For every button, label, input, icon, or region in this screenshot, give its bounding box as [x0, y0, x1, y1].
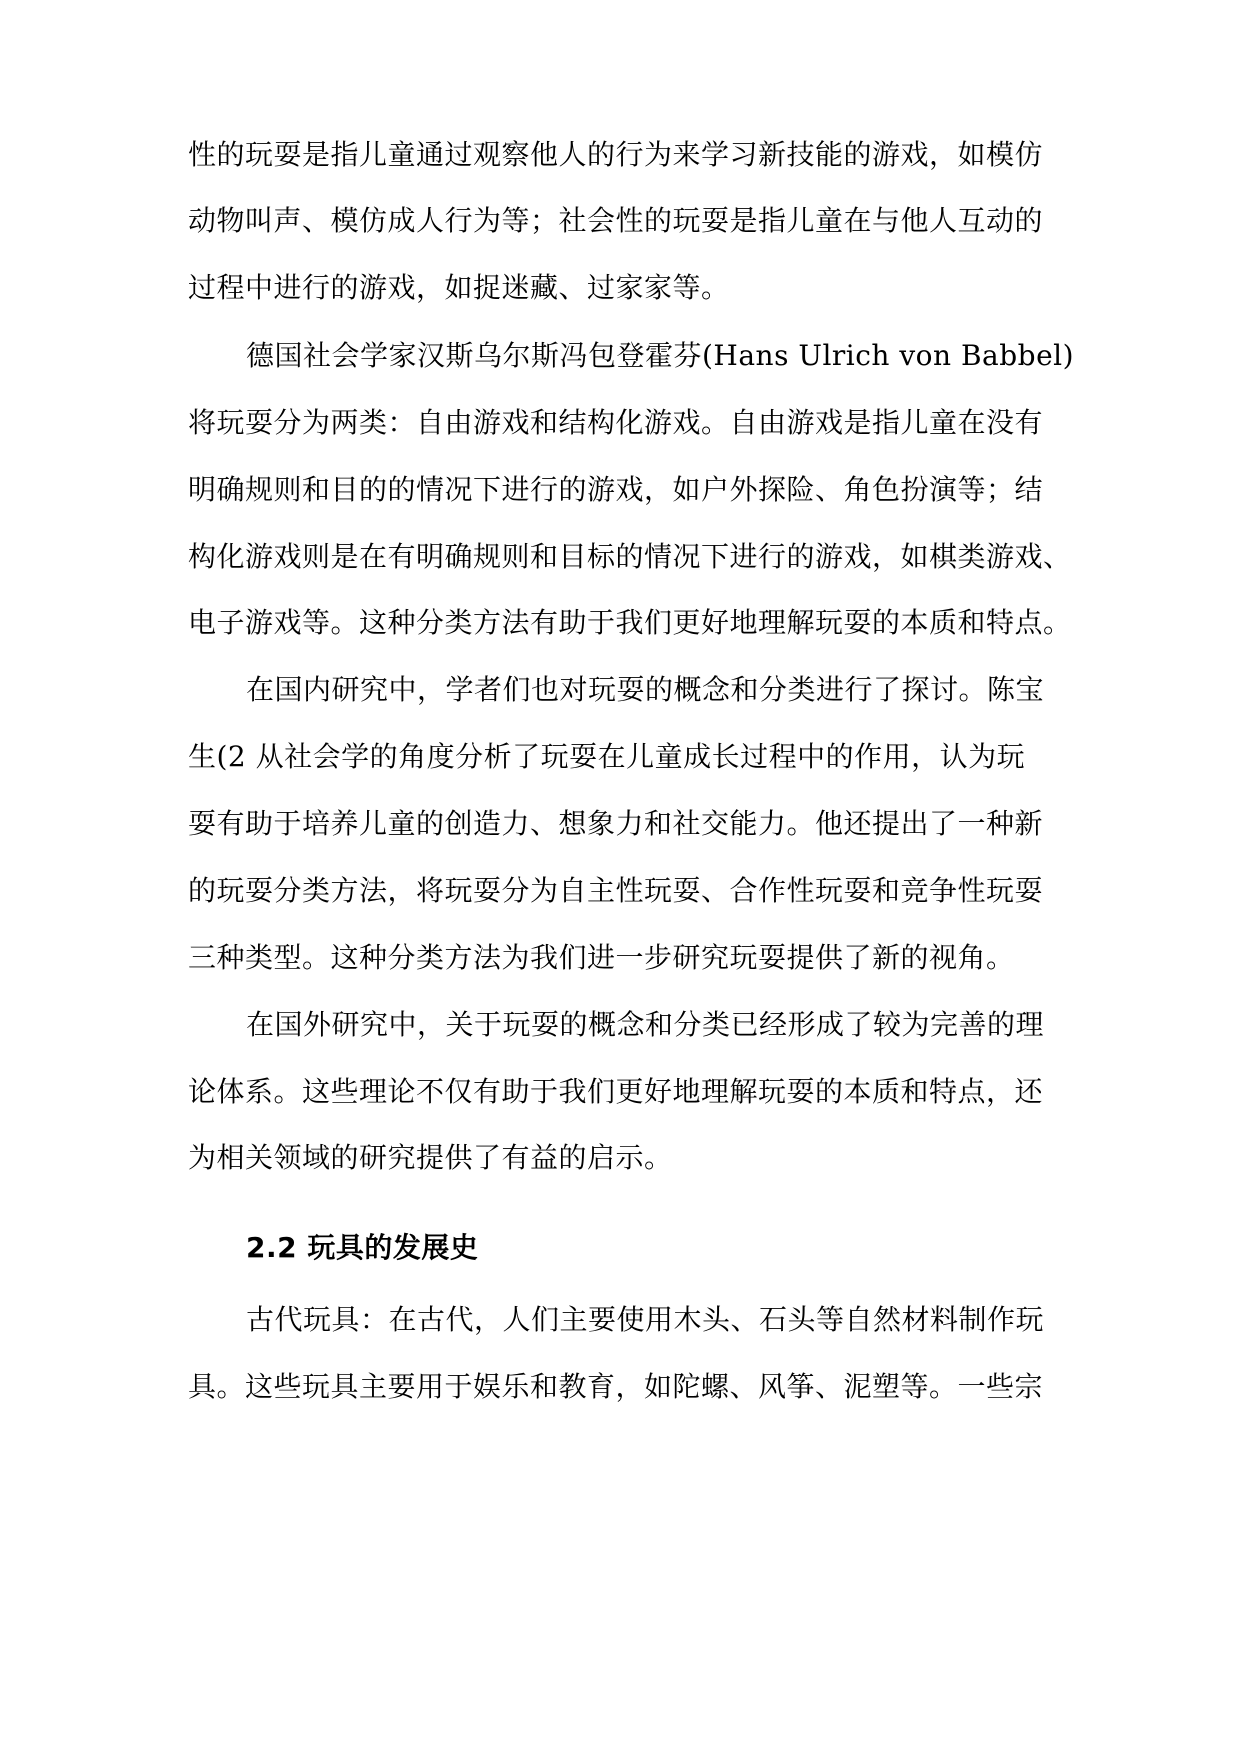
paragraph-line: 耍有助于培养儿童的创造力、想象力和社交能力。他还提出了一种新: [188, 807, 1044, 840]
paragraph-line: 论体系。这些理论不仅有助于我们更好地理解玩耍的本质和特点，还: [188, 1075, 1044, 1108]
paragraph-line: 电子游戏等。这种分类方法有助于我们更好地理解玩耍的本质和特点。: [188, 606, 1072, 639]
paragraph-line: 三种类型。这种分类方法为我们进一步研究玩耍提供了新的视角。: [188, 941, 1015, 974]
paragraph-line: 古代玩具：在古代，人们主要使用木头、石头等自然材料制作玩: [246, 1303, 1045, 1336]
paragraph-line: 为相关领域的研究提供了有益的启示。: [188, 1141, 673, 1174]
paragraph-line: 动物叫声、模仿成人行为等；社会性的玩耍是指儿童在与他人互动的: [188, 204, 1044, 237]
paragraph-line: 德国社会学家汉斯乌尔斯冯包登霍芬(Hans Ulrich von Babbel): [246, 339, 1075, 372]
paragraph-line: 将玩耍分为两类：自由游戏和结构化游戏。自由游戏是指儿童在没有: [188, 406, 1044, 439]
paragraph-line: 在国外研究中，关于玩耍的概念和分类已经形成了较为完善的理: [246, 1008, 1045, 1041]
paragraph-line: 在国内研究中，学者们也对玩耍的概念和分类进行了探讨。陈宝: [246, 673, 1045, 706]
paragraph-line: 的玩耍分类方法，将玩耍分为自主性玩耍、合作性玩耍和竞争性玩耍: [188, 874, 1044, 907]
paragraph-line: 过程中进行的游戏，如捉迷藏、过家家等。: [188, 271, 730, 304]
paragraph-line: 明确规则和目的的情况下进行的游戏，如户外探险、角色扮演等；结: [188, 473, 1044, 506]
paragraph-line: 具。这些玩具主要用于娱乐和教育，如陀螺、风筝、泥塑等。一些宗: [188, 1370, 1044, 1403]
paragraph-line: 生(2 从社会学的角度分析了玩耍在儿童成长过程中的作用，认为玩: [188, 740, 1026, 773]
paragraph-line: 构化游戏则是在有明确规则和目标的情况下进行的游戏，如棋类游戏、: [188, 540, 1072, 573]
section-heading: 2.2 玩具的发展史: [246, 1231, 479, 1264]
paragraph-line: 性的玩耍是指儿童通过观察他人的行为来学习新技能的游戏，如模仿: [188, 138, 1044, 171]
